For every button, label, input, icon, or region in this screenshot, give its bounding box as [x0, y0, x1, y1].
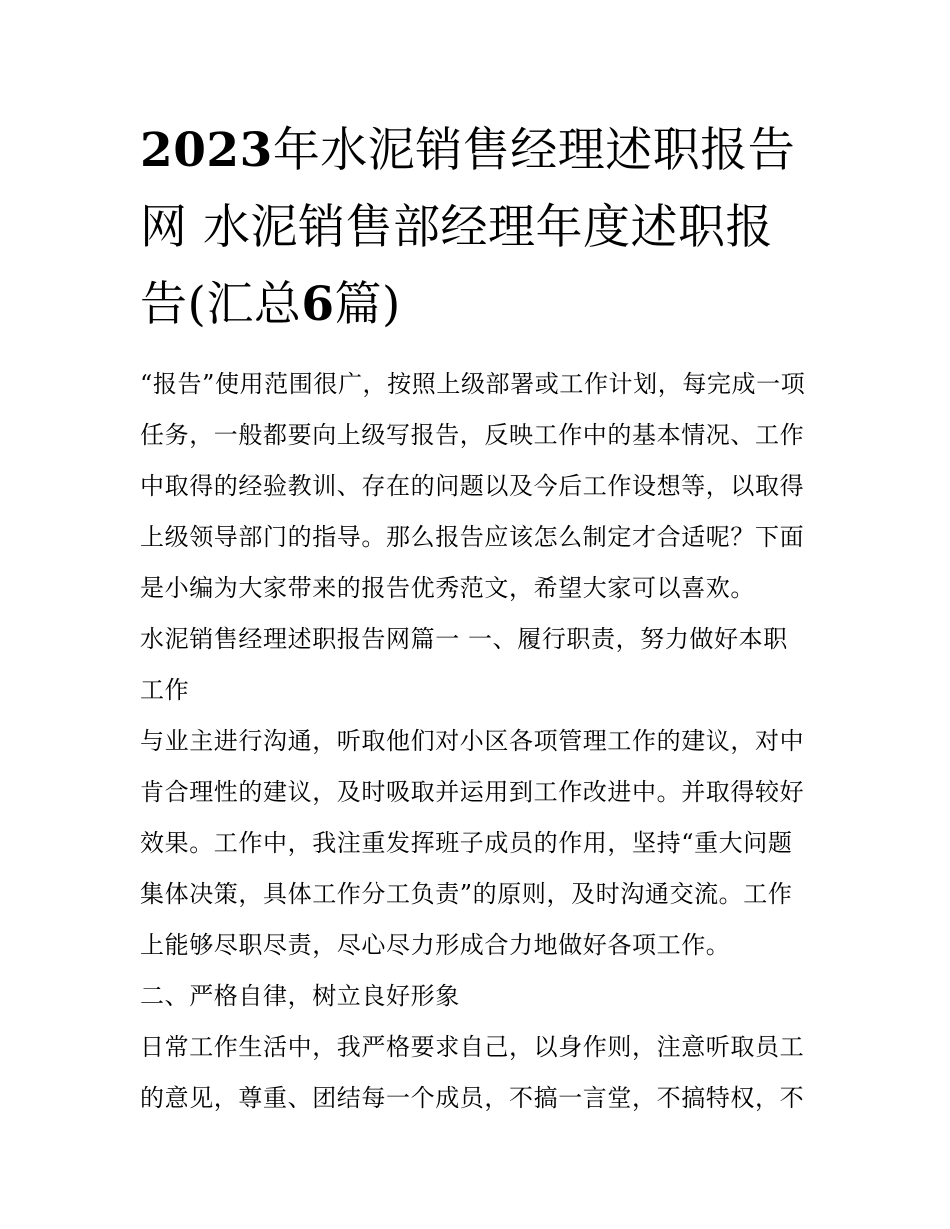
title-year: 2023: [140, 123, 273, 178]
paragraph-intro: “报告”使用范围很广，按照上级部署或工作计划，每完成一项任务，一般都要向上级写报告，反映工作中的基本情况、工作中取得的经验教训、存在的问题以及今后工作设想等，以取得上级领导部门的指导。那么报告应该怎么制定才合适呢？下面是小编为大家带来的报告优秀范文，希望大家可以喜欢。: [140, 370, 806, 602]
title-line3-b: 篇): [334, 277, 401, 332]
paragraph-body-1: 与业主进行沟通，听取他们对小区各项管理工作的建议，对中肯合理性的建议，及时吸取并运用到工作改进中。并取得较好效果。工作中，我注重发挥班子成员的作用，坚持“重大问题集体决策，具体工作分工负责”的原则，及时沟通交流。工作上能够尽职尽责，尽心尽力形成合力地做好各项工作。: [140, 727, 805, 959]
document-body: [140, 112, 812, 1124]
paragraph-section-heading-2: 二、严格自律，树立良好形象: [140, 982, 460, 1010]
document-title: [140, 112, 812, 343]
paragraph-body-2: 日常工作生活中，我严格要求自己，以身作则，注意听取员工的意见，尊重、团结每一个成员，不搞一言堂，不搞特权，不: [140, 1033, 805, 1112]
title-line1: 年水泥销售经理述职报告: [272, 123, 796, 178]
title-line3-a: 告(汇总: [140, 277, 302, 332]
title-line2: 网 水泥销售部经理年度述职报: [140, 200, 773, 255]
paragraph-section-heading-1: 水泥销售经理述职报告网篇一 一、履行职责，努力做好本职工作: [140, 625, 788, 704]
title-count: 6: [301, 277, 335, 332]
